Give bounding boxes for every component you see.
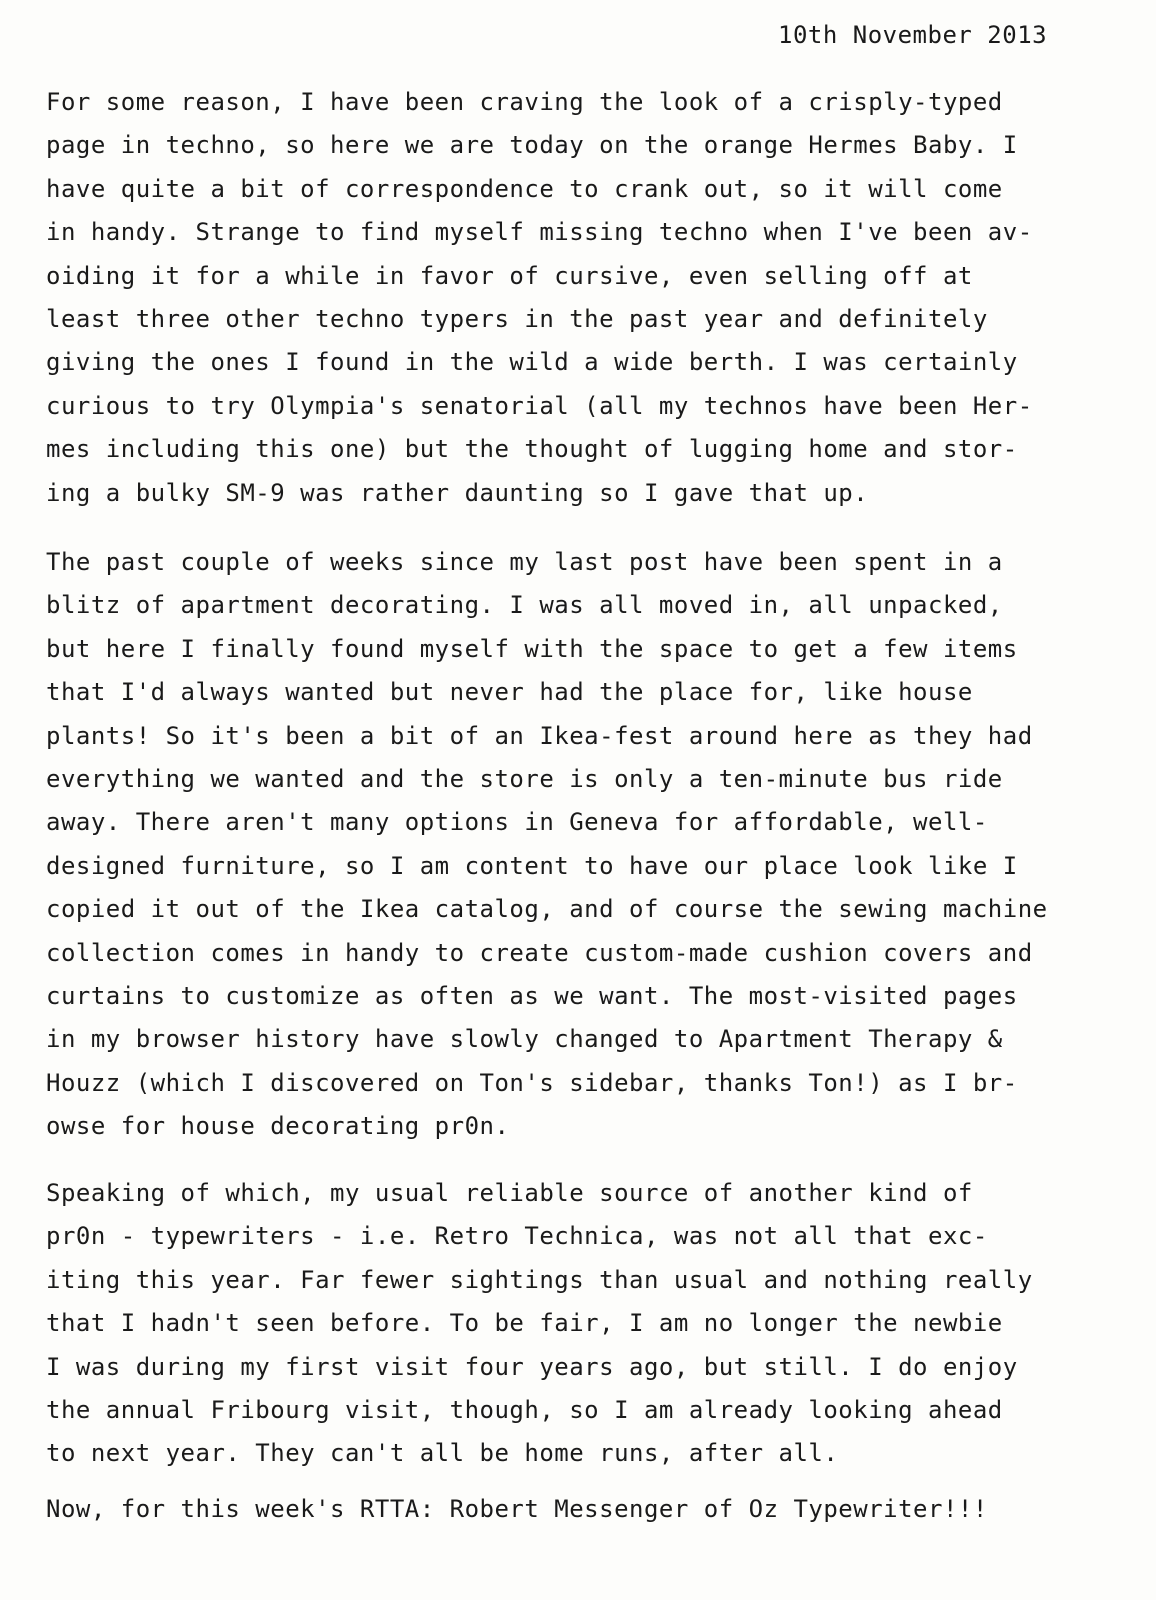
typed-line: blitz of apartment decorating. I was all moved in, all unpacked, [46, 591, 1003, 620]
typed-line: curious to try Olympia's senatorial (all my technos have been Her- [46, 391, 1033, 420]
typed-line: Speaking of which, my usual reliable source of another kind of [46, 1179, 973, 1207]
typed-line: oiding it for a while in favor of cursive, even selling off at [46, 261, 973, 290]
typed-line: mes including this one) but the thought of lugging home and stor- [46, 435, 1018, 464]
typed-line: least three other techno typers in the past year and definitely [46, 305, 988, 333]
typed-line: the annual Fribourg visit, though, so I am already looking ahead [46, 1396, 1003, 1424]
typed-line: Houzz (which I discovered on Ton's sidebar, thanks Ton!) as I br- [46, 1068, 1018, 1097]
typed-line: page in techno, so here we are today on the orange Hermes Baby. I [46, 131, 1018, 160]
typed-line: collection comes in handy to create custom-made cushion covers and [46, 938, 1033, 967]
typed-line: pr0n - typewriters - i.e. Retro Technica, was not all that exc- [46, 1222, 988, 1251]
typed-line: The past couple of weeks since my last post have been spent in a [46, 548, 1003, 576]
typed-line: curtains to customize as often as we want. The most-visited pages [46, 982, 1018, 1010]
letter-date: 10th November 2013 [778, 21, 1048, 49]
typed-line: have quite a bit of correspondence to crank out, so it will come [46, 174, 1003, 203]
typed-line: but here I finally found myself with the space to get a few items [46, 634, 1018, 663]
typed-line: ing a bulky SM-9 was rather daunting so I gave that up. [46, 478, 869, 507]
typed-line: iting this year. Far fewer sightings than usual and nothing really [46, 1265, 1033, 1294]
typed-line: away. There aren't many options in Geneva for affordable, well- [46, 808, 988, 837]
typed-line: copied it out of the Ikea catalog, and of course the sewing machine [46, 895, 1048, 924]
typed-line: that I'd always wanted but never had the place for, like house [46, 678, 973, 707]
typed-line: that I hadn't seen before. To be fair, I am no longer the newbie [46, 1309, 1003, 1338]
typed-line: For some reason, I have been craving the look of a crisply-typed [46, 88, 1003, 116]
typed-line: owse for house decorating pr0n. [46, 1112, 510, 1141]
typed-line: to next year. They can't all be home runs, after all. [46, 1439, 839, 1468]
typed-line: giving the ones I found in the wild a wide berth. I was certainly [46, 348, 1018, 377]
typed-line: Now, for this week's RTTA: Robert Messenger of Oz Typewriter!!! [46, 1495, 988, 1523]
typed-line: designed furniture, so I am content to have our place look like I [46, 851, 1018, 880]
typed-line: I was during my first visit four years ago, but still. I do enjoy [46, 1352, 1018, 1381]
typed-line: plants! So it's been a bit of an Ikea-fest around here as they had [46, 721, 1033, 750]
typed-line: everything we wanted and the store is only a ten-minute bus ride [46, 765, 1003, 793]
typed-line: in my browser history have slowly changed to Apartment Therapy & [46, 1025, 1003, 1054]
typed-line: in handy. Strange to find myself missing techno when I've been av- [46, 218, 1033, 247]
